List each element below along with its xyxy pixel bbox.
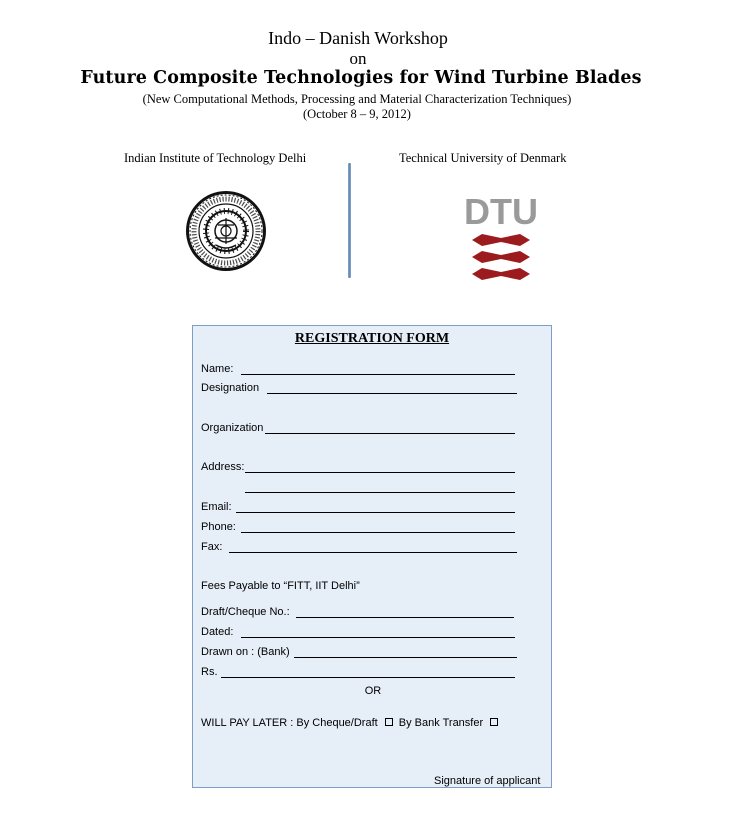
pay-later-row (201, 717, 501, 729)
name-field[interactable] (201, 363, 233, 375)
organization-line (265, 433, 515, 434)
drawn-on-line (294, 657, 517, 658)
dated-label: Dated: (201, 626, 234, 638)
workshop-on: on (349, 49, 367, 68)
fax-line (229, 552, 517, 553)
phone-field[interactable] (201, 521, 236, 533)
name-label: Name: (201, 363, 234, 375)
workshop-heading: Indo – Danish Workshop (268, 28, 448, 48)
organization-field[interactable] (201, 422, 263, 434)
draft-label: Draft/Cheque No.: (201, 606, 290, 618)
drawn-on-label: Drawn on : (Bank) (201, 646, 290, 658)
fax-field[interactable] (201, 541, 222, 553)
form-title: REGISTRATION FORM (294, 331, 450, 346)
amount-label: Rs. (201, 666, 218, 678)
designation-field[interactable] (201, 382, 259, 394)
dtu-logo-text: DTU (464, 191, 538, 232)
address-label: Address: (201, 461, 245, 473)
name-line (241, 374, 515, 375)
address-line-2 (245, 492, 515, 493)
designation-line (267, 393, 517, 394)
address-line-1 (245, 472, 515, 473)
amount-line (221, 677, 515, 678)
phone-line (241, 532, 515, 533)
iit-delhi-seal-icon (185, 188, 267, 274)
bank-transfer-checkbox[interactable] (490, 718, 498, 726)
fees-note: Fees Payable to “FITT, IIT Delhi” (201, 580, 360, 592)
draft-field[interactable] (201, 606, 290, 618)
email-label: Email: (201, 501, 232, 513)
cheque-checkbox[interactable] (385, 718, 393, 726)
fax-label: Fax: (201, 541, 223, 553)
vertical-divider (348, 163, 351, 278)
or-separator: OR (364, 685, 382, 697)
draft-line (296, 617, 514, 618)
email-field[interactable] (201, 501, 232, 513)
option-cheque-label: By Cheque/Draft (296, 717, 378, 729)
designation-label: Designation (201, 382, 260, 394)
drawn-on-field[interactable] (201, 646, 290, 658)
address-field[interactable] (201, 461, 244, 473)
dtu-logo-icon (464, 190, 538, 282)
signature-label: Signature of applicant (434, 775, 541, 787)
amount-field[interactable] (201, 666, 218, 678)
registration-form (192, 325, 552, 788)
institution-right: Technical University of Denmark (399, 151, 567, 165)
dated-line (241, 637, 515, 638)
institution-left: Indian Institute of Technology Delhi (124, 151, 307, 165)
workshop-dates: (October 8 – 9, 2012) (303, 107, 411, 121)
phone-label: Phone: (201, 521, 236, 533)
email-line (236, 512, 515, 513)
workshop-title: Future Composite Technologies for Wind Turbine Blades (80, 68, 642, 88)
organization-label: Organization (201, 422, 264, 434)
pay-later-label: WILL PAY LATER : (201, 717, 294, 729)
workshop-subtitle: (New Computational Methods, Processing and Material Characterization Techniques) (142, 92, 572, 106)
option-bank-label: By Bank Transfer (398, 717, 484, 729)
dated-field[interactable] (201, 626, 233, 638)
